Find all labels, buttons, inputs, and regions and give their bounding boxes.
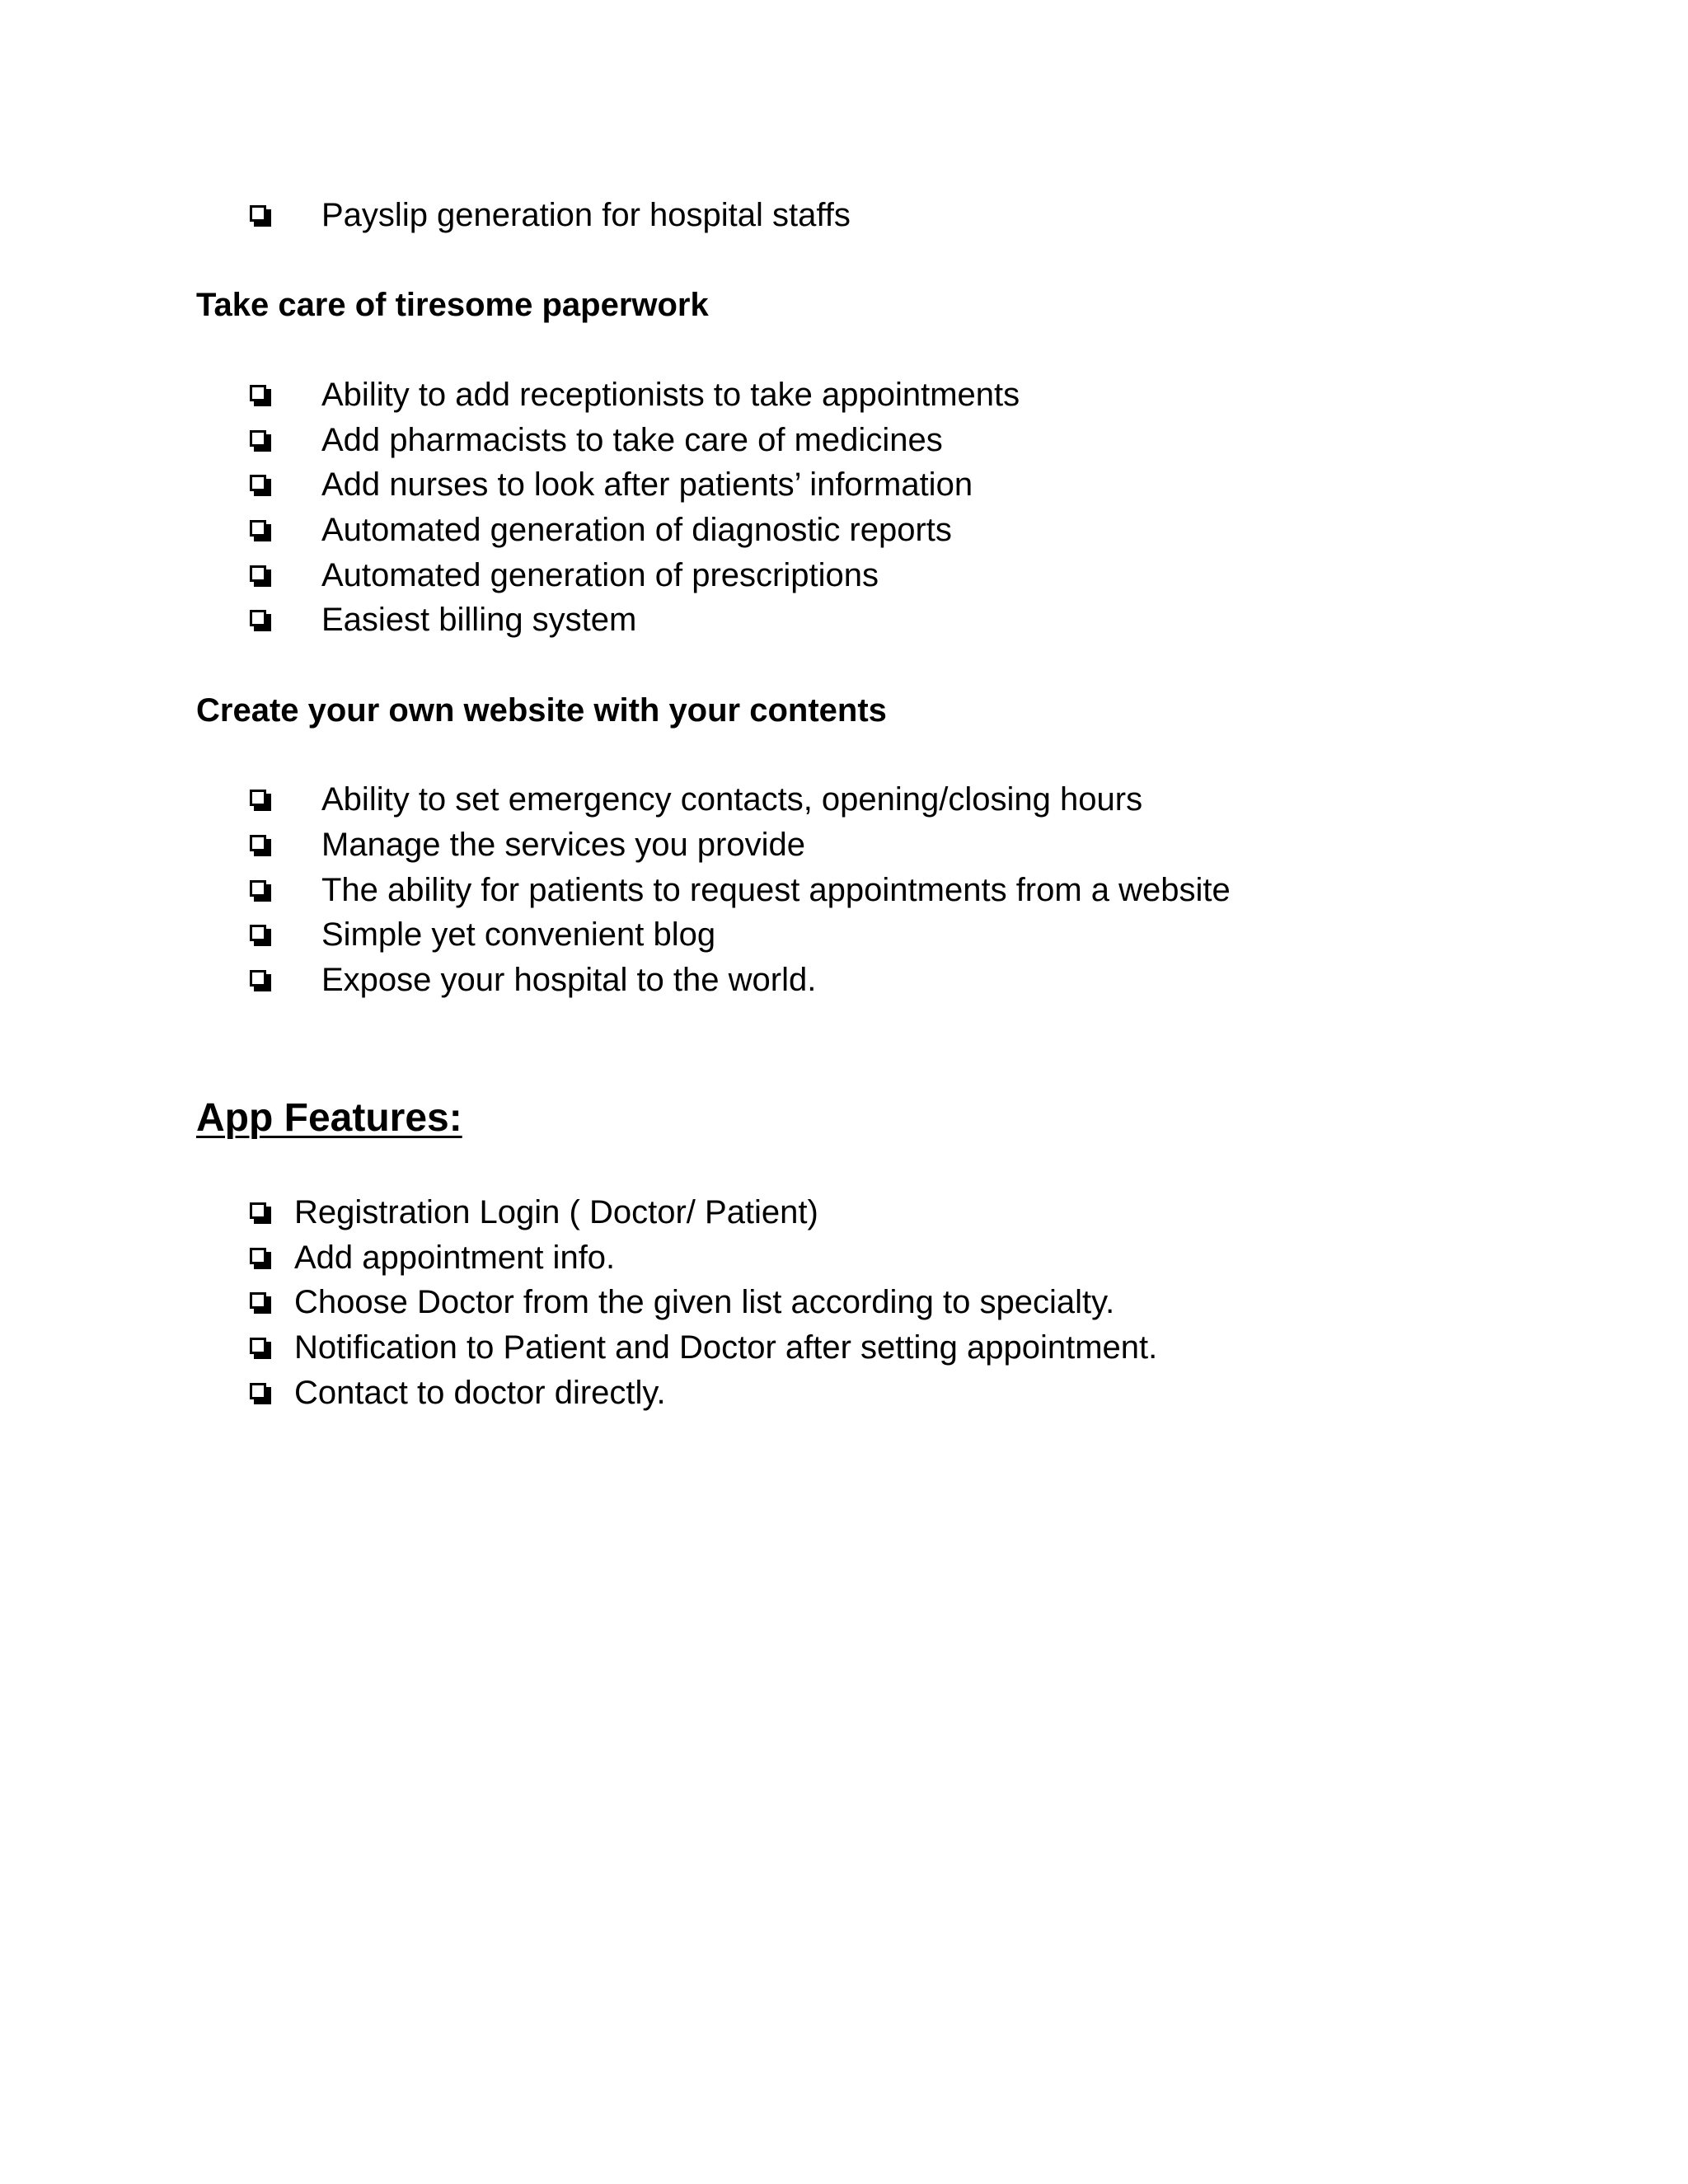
checkbox-bullet-icon (250, 205, 271, 227)
checkbox-bullet-icon (250, 835, 271, 856)
list-item: Simple yet convenient blog (321, 916, 716, 953)
list-item: The ability for patients to request appointments from a website (321, 872, 1231, 908)
list-item: Easiest billing system (321, 602, 637, 638)
list-item: Ability to set emergency contacts, opening/closing hours (321, 781, 1143, 818)
list-item: Manage the services you provide (321, 827, 805, 863)
list-item: Registration Login ( Doctor/ Patient) (294, 1194, 818, 1230)
list-item: Automated generation of prescriptions (321, 557, 879, 593)
checkbox-bullet-icon (250, 1202, 271, 1224)
checkbox-bullet-icon (250, 610, 271, 631)
list-item: Expose your hospital to the world. (321, 962, 817, 998)
checkbox-bullet-icon (250, 1292, 271, 1314)
checkbox-bullet-icon (250, 1248, 271, 1269)
section-heading-app-features: App Features: (196, 1096, 462, 1140)
checkbox-bullet-icon (250, 520, 271, 541)
checkbox-bullet-icon (250, 385, 271, 406)
checkbox-bullet-icon (250, 430, 271, 452)
list-item: Contact to doctor directly. (294, 1375, 666, 1411)
checkbox-bullet-icon (250, 565, 271, 587)
section-heading-paperwork: Take care of tiresome paperwork (196, 287, 709, 323)
list-item: Payslip generation for hospital staffs (321, 197, 851, 233)
checkbox-bullet-icon (250, 1338, 271, 1359)
section-heading-website: Create your own website with your contents (196, 692, 887, 729)
checkbox-bullet-icon (250, 1383, 271, 1404)
list-item: Choose Doctor from the given list according to specialty. (294, 1284, 1115, 1320)
list-item: Ability to add receptionists to take appointments (321, 377, 1020, 413)
checkbox-bullet-icon (250, 790, 271, 811)
list-item: Add pharmacists to take care of medicines (321, 422, 943, 458)
checkbox-bullet-icon (250, 925, 271, 946)
checkbox-bullet-icon (250, 970, 271, 991)
checkbox-bullet-icon (250, 880, 271, 902)
list-item: Add nurses to look after patients’ information (321, 466, 973, 503)
list-item: Add appointment info. (294, 1240, 616, 1276)
checkbox-bullet-icon (250, 475, 271, 496)
list-item: Automated generation of diagnostic reports (321, 512, 952, 548)
list-item: Notification to Patient and Doctor after setting appointment. (294, 1329, 1158, 1366)
